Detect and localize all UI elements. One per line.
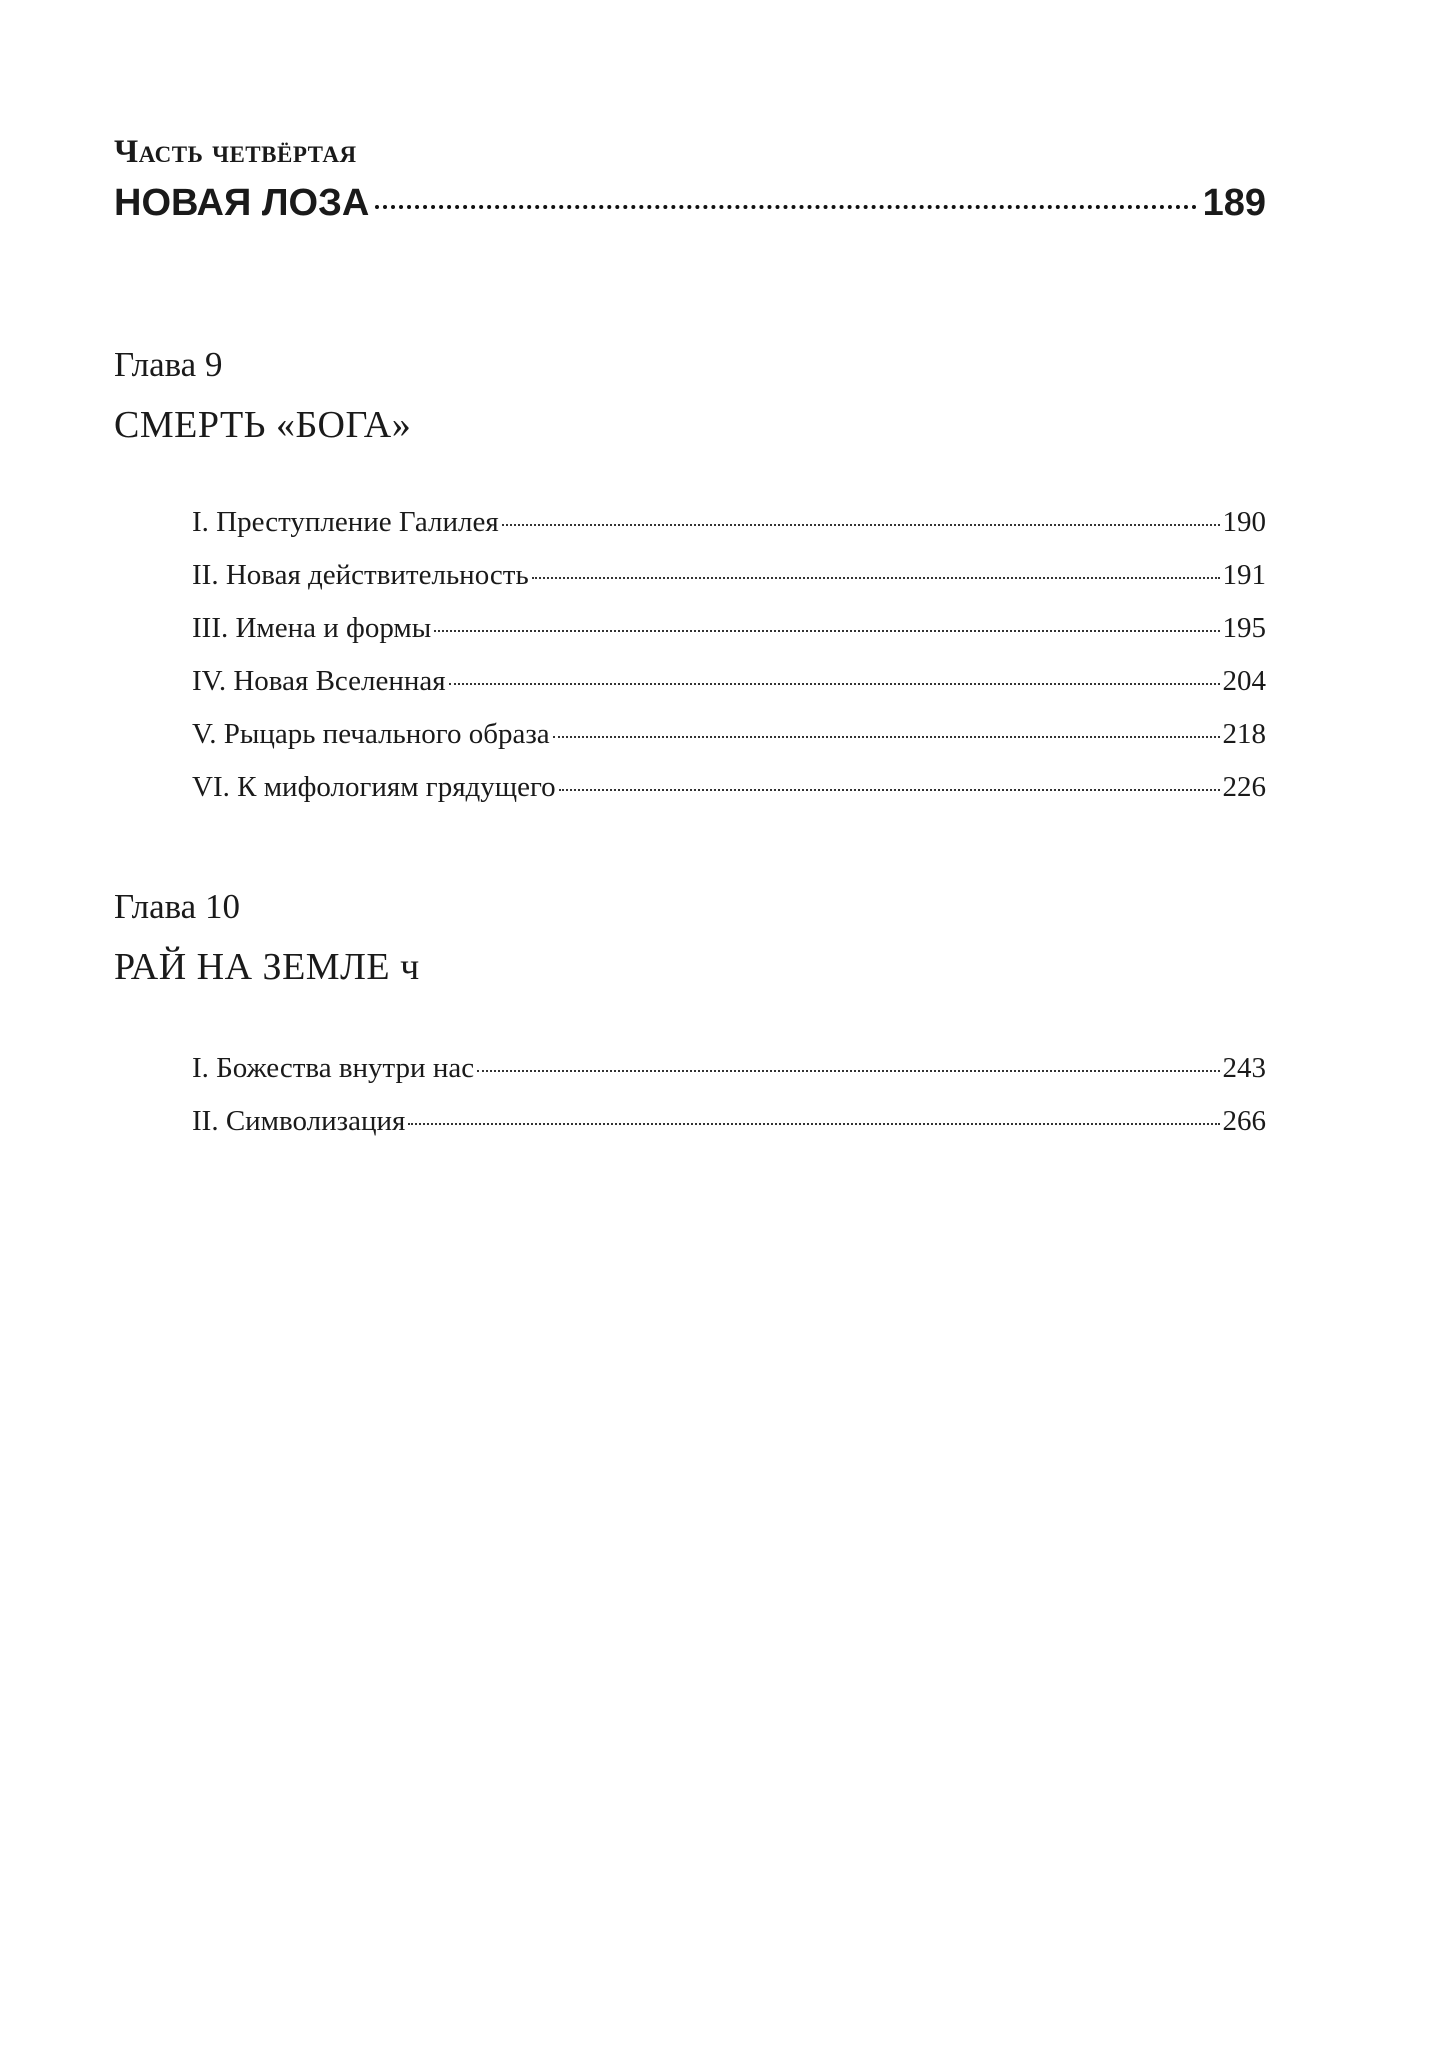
dot-leader xyxy=(449,683,1220,685)
toc-entry-title: I. Божества внутри нас xyxy=(192,1052,475,1084)
chapter-9-entries xyxy=(192,506,1266,824)
dot-leader xyxy=(532,577,1220,579)
toc-entry-title: II. Символизация xyxy=(192,1105,406,1137)
toc-entry-title: III. Имена и формы xyxy=(192,612,432,644)
chapter-10-label: Глава 10 xyxy=(114,887,240,926)
toc-entry-title: V. Рыцарь печального образа xyxy=(192,718,550,750)
toc-entry-page: 266 xyxy=(1222,1105,1266,1137)
dot-leader xyxy=(477,1070,1219,1072)
toc-entry-page: 226 xyxy=(1222,771,1266,803)
toc-entry-title: VI. К мифологиям грядущего xyxy=(192,771,556,803)
chapter-10-title: РАЙ НА ЗЕМЛЕ ч xyxy=(114,946,420,988)
toc-entry[interactable] xyxy=(192,612,1266,665)
dot-leader xyxy=(408,1123,1219,1125)
chapter-9-label: Глава 9 xyxy=(114,345,223,384)
toc-entry[interactable] xyxy=(192,771,1266,824)
toc-entry[interactable] xyxy=(192,559,1266,612)
chapter-9-title: СМЕРТЬ «БОГА» xyxy=(114,404,412,446)
toc-entry-page: 243 xyxy=(1222,1052,1266,1084)
toc-entry-page: 190 xyxy=(1222,506,1266,538)
toc-entry[interactable] xyxy=(192,506,1266,559)
toc-entry-title: I. Преступление Галилея xyxy=(192,506,499,538)
dot-leader xyxy=(502,524,1220,526)
toc-entry-page: 218 xyxy=(1222,718,1266,750)
part-title: НОВАЯ ЛОЗА xyxy=(114,182,370,224)
part-title-row[interactable] xyxy=(114,182,1266,225)
dot-leader xyxy=(553,736,1220,738)
toc-entry-page: 204 xyxy=(1222,665,1266,697)
chapter-10-entries xyxy=(192,1052,1266,1158)
toc-entry[interactable] xyxy=(192,718,1266,771)
toc-entry[interactable] xyxy=(192,1052,1266,1105)
dot-leader xyxy=(559,789,1220,791)
toc-entry-title: II. Новая действительность xyxy=(192,559,529,591)
toc-entry-page: 195 xyxy=(1222,612,1266,644)
toc-entry[interactable] xyxy=(192,1105,1266,1158)
toc-entry-title: IV. Новая Вселенная xyxy=(192,665,446,697)
dot-leader xyxy=(375,205,1196,209)
toc-entry[interactable] xyxy=(192,665,1266,718)
dot-leader xyxy=(434,630,1219,632)
part-label: Часть четвёртая xyxy=(114,134,357,170)
toc-entry-page: 191 xyxy=(1222,559,1266,591)
part-page-number: 189 xyxy=(1202,182,1266,224)
